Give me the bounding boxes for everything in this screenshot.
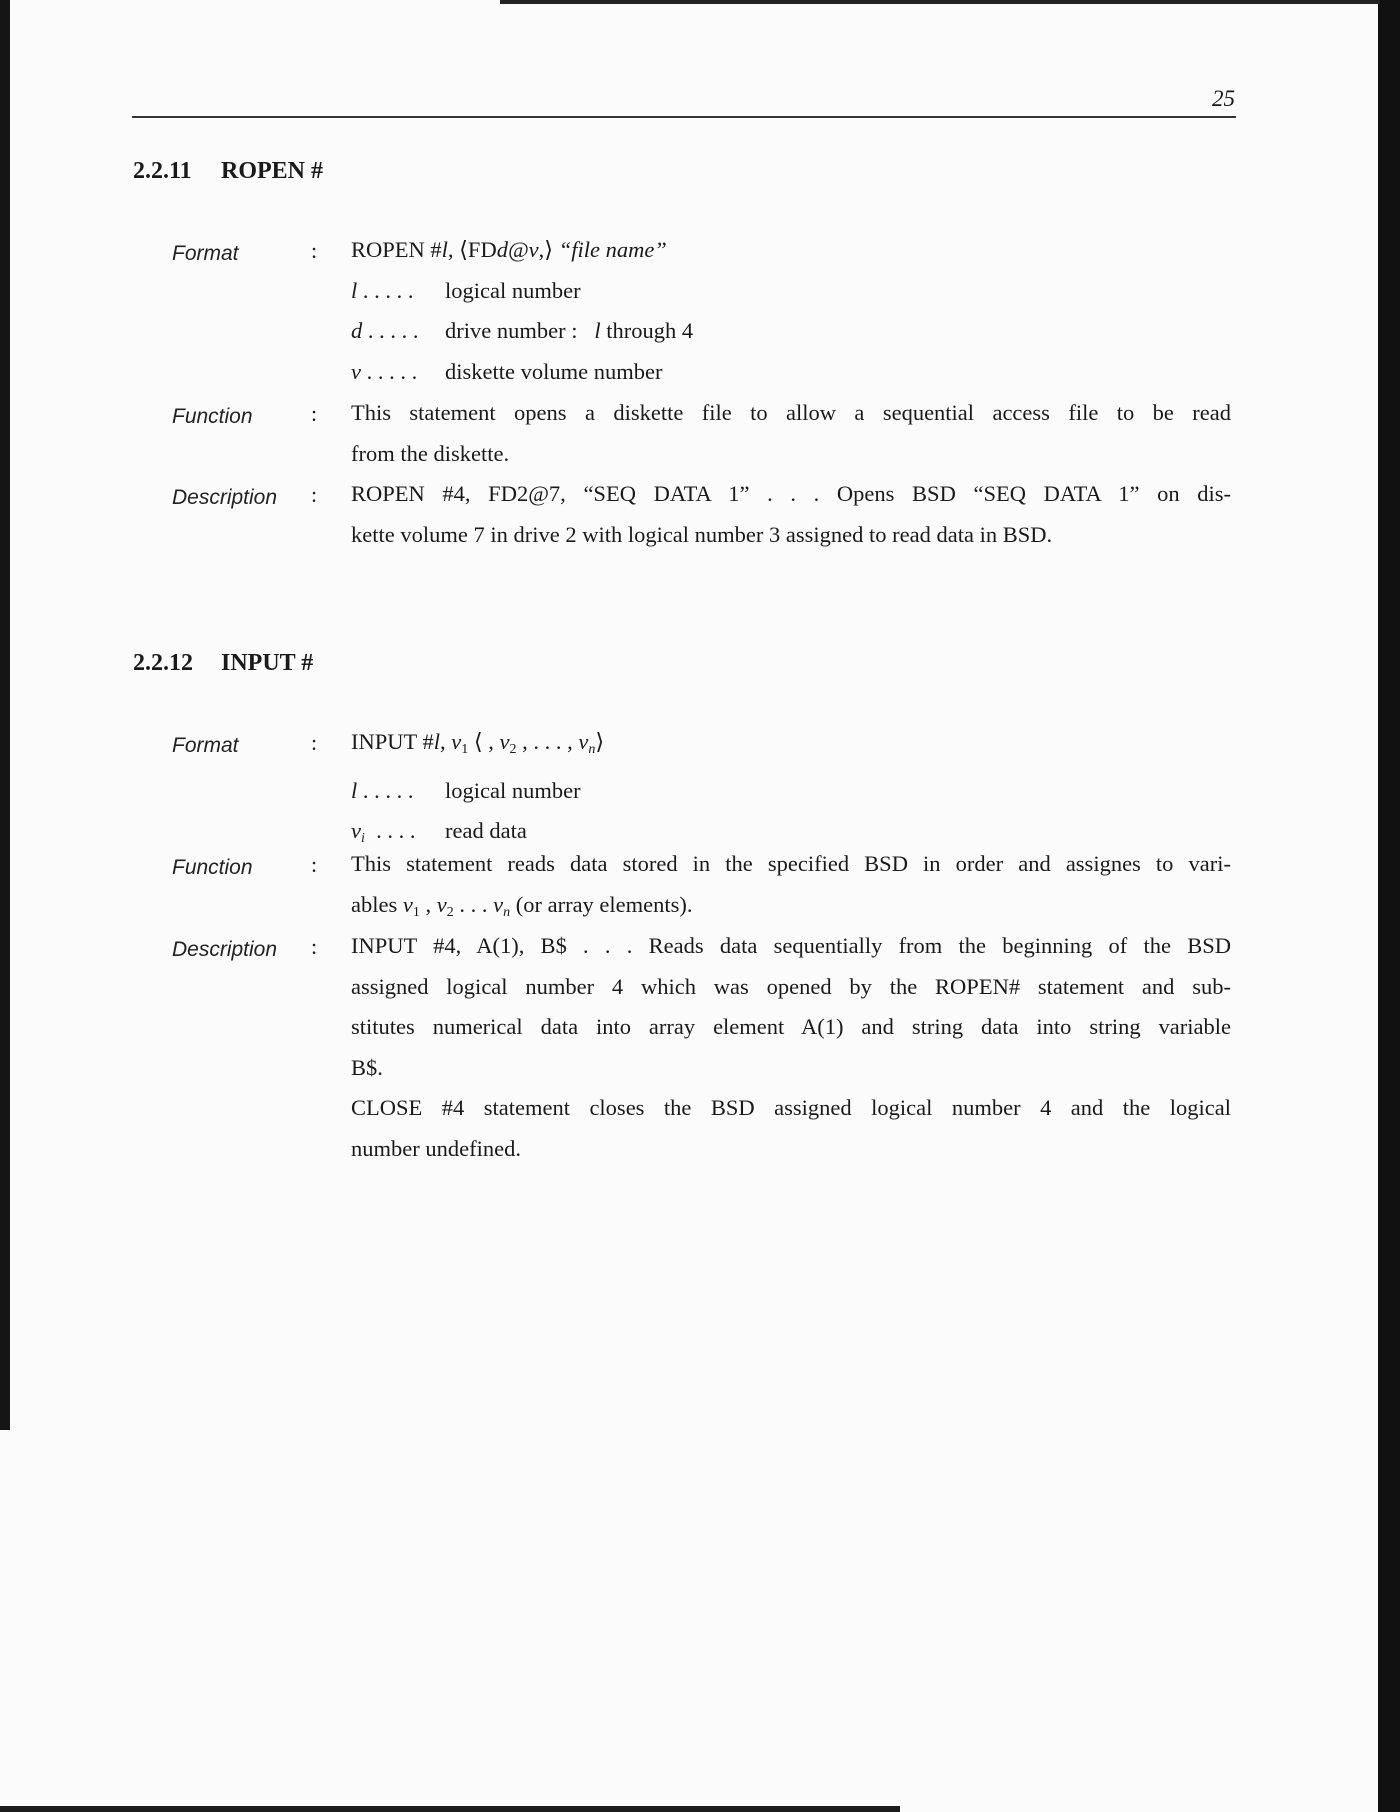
format-syntax: INPUT #l, $v_1$ ⟨ , $v_2$ , . . . , $v_n⟩$ [351, 729, 605, 757]
colon: : [311, 934, 318, 959]
section-number: 2.2.12 [133, 650, 193, 676]
term-label: Format [172, 242, 239, 265]
param-line: $v_i$ . . . . read data [351, 818, 527, 846]
text-line: from the diskette. [351, 440, 510, 466]
scan-border-left [0, 0, 10, 1430]
section-heading-input [133, 650, 313, 677]
text-line: INPUT #4, A(1), B$ . . . Reads data sequentially from the beginning of the BSD [351, 933, 1231, 958]
section-title: ROPEN # [221, 158, 323, 184]
section-title: INPUT # [221, 650, 314, 676]
text-line: number undefined. [351, 1135, 521, 1161]
scan-border-bottom [0, 1806, 900, 1812]
param-line: v . . . . . diskette volume number [351, 358, 663, 384]
term-label: Description [172, 938, 278, 961]
description-body [351, 474, 1231, 555]
scan-border-top [500, 0, 1380, 4]
format-body [351, 230, 1231, 392]
scan-border-right [1378, 0, 1400, 1812]
param-line: l . . . . . logical number [351, 277, 581, 303]
text-line: ables $v_1$ , $v_2$ . . . $v_n$ (or array elements). [351, 891, 693, 920]
term-label: Format [172, 734, 239, 757]
text-line: kette volume 7 in drive 2 with logical number 3 assigned to read data in BSD. [351, 521, 1053, 547]
section-number: 2.2.11 [133, 158, 192, 184]
text-line: assigned logical number 4 which was opened by the ROPEN# statement and sub- [351, 973, 1231, 999]
format-body [351, 722, 1231, 860]
colon: : [311, 238, 318, 263]
text-line: stitutes numerical data into array element A(1) and string data into string variable [351, 1014, 1231, 1039]
function-body [351, 844, 1231, 933]
header-rule [132, 116, 1236, 118]
section-heading-ropen [133, 158, 323, 185]
colon: : [311, 401, 318, 426]
colon: : [311, 730, 318, 755]
format-syntax: ROPEN #l, ⟨FDd@v,⟩ “file name” [351, 237, 667, 262]
function-body [351, 393, 1231, 474]
term-label: Function [172, 405, 253, 428]
text-line: CLOSE #4 statement closes the BSD assigned logical number 4 and the logical [351, 1095, 1231, 1120]
page-number: 25 [1212, 86, 1235, 111]
text-line: B$. [351, 1054, 383, 1080]
text-line: This statement reads data stored in the specified BSD in order and assignes to vari- [351, 851, 1231, 876]
colon: : [311, 852, 318, 877]
term-label: Description [172, 486, 278, 509]
description-body [351, 926, 1231, 1169]
term-label: Function [172, 856, 253, 879]
param-line: d . . . . . drive number : l through 4 [351, 318, 694, 343]
colon: : [311, 482, 318, 507]
param-line: l . . . . . logical number [351, 777, 581, 803]
text-line: ROPEN #4, FD2@7, “SEQ DATA 1” . . . Opens BSD “SEQ DATA 1” on dis- [351, 481, 1231, 506]
text-line: This statement opens a diskette file to allow a sequential access file to be read [351, 400, 1231, 425]
